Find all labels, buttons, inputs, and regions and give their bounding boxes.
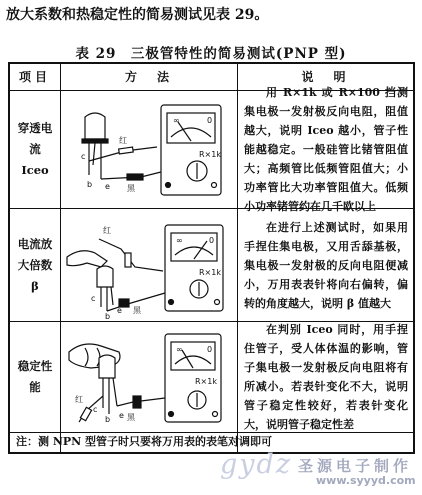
meter-zero-label: 0 [207,345,213,354]
pin-e-label: e [105,182,110,191]
gain-test-illustration [61,209,227,321]
pin-b-label: b [105,312,111,321]
black-probe-label: 黑 [127,413,135,422]
watermark [220,449,416,493]
description-cell [238,209,413,321]
meter-range-label: R×1k [199,268,221,277]
pin-c-label: c [81,152,86,161]
meter-inf-label: ∞ [173,116,180,125]
description-cell [238,86,413,213]
watermark-url: www.syyyd.com [316,474,416,487]
meter-zero-label: 0 [207,116,213,125]
stability-test-illustration [61,322,227,432]
red-probe-label: 红 [119,136,127,145]
header-item: 项目 [18,70,51,84]
red-probe-label: 红 [103,226,111,235]
pin-c-label: c [93,405,98,414]
description-cell [238,322,413,432]
item-label: 电流放大倍数 β [17,236,53,293]
description-text: 用 R×1k 或 R×100 挡测集电极一发射极反向电阻，阻值越大，说明 Iceo 越小，管子性能越稳定。一般硅管比锗管阻值大；高频管比低频管阻值大；小功率管比大功率管阻值大。低频小功率锗管约在几千欧以上 [244,86,408,213]
watermark-logo: gydz [220,449,293,480]
black-probe-label: 黑 [133,306,141,315]
meter-inf-label: ∞ [176,345,183,354]
intro-text: 放大系数和热稳定性的简易测试见表 29。 [6,7,269,23]
pin-e-label: e [119,411,124,420]
description-text: 在进行上述测试时，如果用手捏住集电极，又用舌舔基极，集电极一发射极的反向电阻便减小，万用表表针将向右偏转，偏转的角度越大，说明 β 值越大 [244,220,408,310]
table-row-leakage-current [10,86,413,213]
meter-zero-label: 0 [209,236,215,245]
header-description: 说 明 [301,70,350,84]
table-caption: 表 29 三极管特性的简易测试(PNP 型) [75,46,347,62]
test-table [8,62,415,454]
watermark-name: 圣源电子制作 [298,457,413,475]
pin-c-label: c [91,294,96,303]
black-probe-label: 黑 [127,184,135,193]
meter-inf-label: ∞ [176,236,183,245]
leakage-test-illustration [61,91,227,208]
description-text: 在判别 Iceo 同时，用手捏住管子，受人体体温的影响，管子集电极一发射极反向电阻将有所减小。若表针变化不大，说明管子稳定性较好，若表针变化大，说明管子稳定性差 [244,323,408,431]
pin-b-label: b [87,180,93,189]
meter-range-label: R×1k [199,150,221,159]
pin-e-label: e [117,306,122,315]
red-probe-label: 红 [75,395,83,404]
header-method: 方 法 [124,70,173,84]
item-label: 稳定性能 [17,359,53,394]
table-footnote: 注：测 NPN 型管子时只要将万用表的表笔对调即可 [16,435,273,448]
item-label: 穿透电流 Iceo [17,121,53,177]
pin-b-label: b [105,415,111,424]
table-row-stability [10,322,413,433]
table-row-current-gain [10,209,413,322]
meter-range-label: R×1k [195,377,217,386]
